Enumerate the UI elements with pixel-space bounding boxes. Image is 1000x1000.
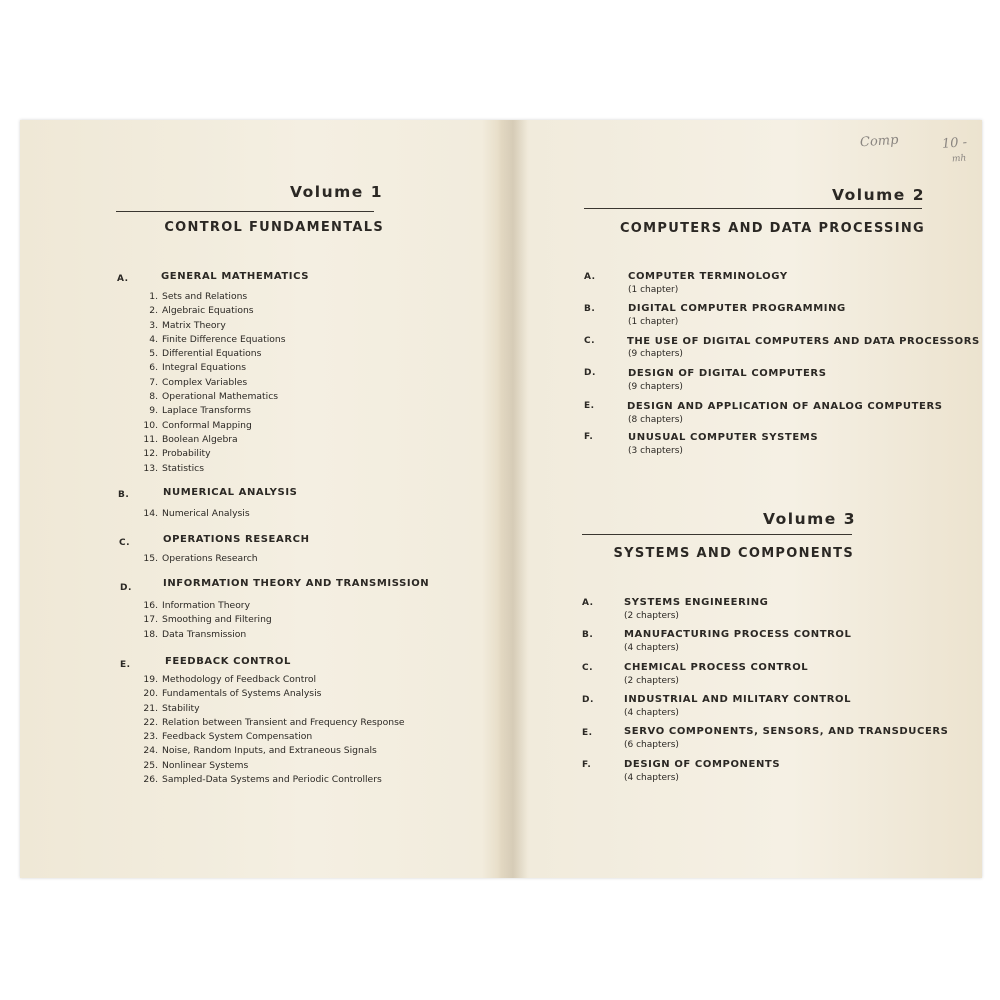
volume3-title: Volume 3 [763, 510, 856, 528]
v3-section-b-letter: B. [582, 630, 594, 640]
book-spine [498, 120, 528, 878]
v1-section-d-chapters [139, 599, 272, 642]
volume3-rule [582, 534, 852, 535]
open-book [20, 120, 982, 878]
v3-section-c-note: (2 chapters) [624, 676, 679, 686]
v1-section-c-heading: OPERATIONS RESEARCH [163, 534, 310, 545]
v3-section-f-note: (4 chapters) [624, 773, 679, 783]
v2-section-b-letter: B. [584, 304, 596, 314]
v3-section-a-letter: A. [582, 598, 594, 608]
chapter-item: 12. Probability [143, 448, 211, 460]
handwritten-note-comp: Comp [859, 132, 899, 151]
chapter-item: 3. Matrix Theory [149, 319, 226, 331]
v1-section-b-heading: NUMERICAL ANALYSIS [163, 487, 298, 498]
v1-section-b-letter: B. [118, 490, 130, 500]
v2-section-f-note: (3 chapters) [628, 446, 683, 456]
chapter-item: 19. Methodology of Feedback Control [143, 674, 317, 685]
chapter-item: 4. Finite Difference Equations [149, 333, 286, 345]
chapter-item: 16. Information Theory [143, 600, 251, 611]
chapter-item: 1. Sets and Relations [149, 291, 248, 302]
chapter-item: 5. Differential Equations [149, 348, 262, 360]
v3-section-e-heading: SERVO COMPONENTS, SENSORS, AND TRANSDUCERS [624, 726, 949, 737]
v1-section-e-letter: E. [120, 660, 131, 670]
v2-section-e-heading: DESIGN AND APPLICATION OF ANALOG COMPUTERS [627, 401, 943, 412]
chapter-item: 26. Sampled-Data Systems and Periodic Controllers [143, 774, 382, 786]
chapter-item: 10. Conformal Mapping [143, 419, 252, 431]
v3-section-d-heading: INDUSTRIAL AND MILITARY CONTROL [624, 694, 852, 705]
volume2-subtitle: COMPUTERS AND DATA PROCESSING [619, 221, 925, 236]
volume2-title: Volume 2 [832, 186, 925, 204]
v2-section-b-note: (1 chapter) [628, 317, 679, 327]
v1-section-d-letter: D. [120, 583, 132, 593]
chapter-item: 15. Operations Research [143, 553, 258, 564]
right-page [528, 120, 982, 878]
v3-section-e-note: (6 chapters) [624, 740, 679, 750]
v1-section-b-chapters [139, 507, 250, 521]
chapter-item: 6. Integral Equations [149, 362, 246, 374]
v3-section-a-note: (2 chapters) [624, 611, 679, 621]
chapter-item: 21. Stability [143, 702, 200, 714]
v3-section-e-letter: E. [582, 728, 593, 738]
v1-section-a-heading: GENERAL MATHEMATICS [161, 271, 310, 282]
chapter-item: 18. Data Transmission [143, 628, 247, 640]
handwritten-note-price: 10 - [941, 135, 968, 152]
v1-section-e-heading: FEEDBACK CONTROL [165, 656, 291, 667]
v2-section-c-note: (9 chapters) [628, 349, 683, 359]
handwritten-note-initials: mh [951, 153, 967, 165]
v2-section-f-letter: F. [584, 432, 594, 442]
v1-section-a-letter: A. [117, 274, 129, 284]
volume2-rule [584, 208, 922, 209]
volume3-subtitle: SYSTEMS AND COMPONENTS [613, 546, 854, 561]
chapter-item: 8. Operational Mathematics [149, 391, 279, 403]
v2-section-a-note: (1 chapter) [628, 285, 679, 295]
v3-section-f-heading: DESIGN OF COMPONENTS [624, 759, 781, 770]
v3-section-b-note: (4 chapters) [624, 643, 679, 653]
v2-section-d-letter: D. [584, 368, 596, 378]
chapter-item: 13. Statistics [143, 462, 204, 474]
chapter-item: 17. Smoothing and Filtering [143, 614, 272, 626]
chapter-item: 20. Fundamentals of Systems Analysis [143, 688, 322, 700]
v1-section-d-heading: INFORMATION THEORY AND TRANSMISSION [163, 578, 430, 589]
volume1-subtitle: CONTROL FUNDAMENTALS [164, 220, 384, 235]
v1-section-e-chapters [139, 673, 405, 787]
v3-section-c-heading: CHEMICAL PROCESS CONTROL [624, 662, 809, 673]
v3-section-a-heading: SYSTEMS ENGINEERING [624, 597, 769, 608]
v3-section-c-letter: C. [582, 663, 594, 673]
v2-section-e-note: (8 chapters) [628, 415, 683, 425]
v3-section-d-letter: D. [582, 695, 594, 705]
v3-section-b-heading: MANUFACTURING PROCESS CONTROL [624, 629, 852, 640]
v3-section-d-note: (4 chapters) [624, 708, 679, 718]
v3-section-f-letter: F. [582, 760, 592, 770]
v1-section-a-chapters [139, 290, 285, 476]
v2-section-f-heading: UNUSUAL COMPUTER SYSTEMS [628, 432, 819, 443]
volume1-title: Volume 1 [290, 183, 383, 201]
chapter-item: 11. Boolean Algebra [143, 433, 238, 445]
v1-section-c-letter: C. [119, 538, 131, 548]
chapter-item: 22. Relation between Transient and Frequency Response [143, 716, 405, 728]
v2-section-d-heading: DESIGN OF DIGITAL COMPUTERS [628, 368, 827, 379]
v2-section-d-note: (9 chapters) [628, 382, 683, 392]
v2-section-c-heading: THE USE OF DIGITAL COMPUTERS AND DATA PROCESSORS [627, 336, 980, 347]
v2-section-e-letter: E. [584, 401, 595, 411]
chapter-item: 2. Algebraic Equations [149, 305, 254, 317]
volume1-rule [116, 211, 374, 212]
v2-section-a-heading: COMPUTER TERMINOLOGY [628, 271, 788, 282]
left-page [20, 120, 498, 878]
v2-section-c-letter: C. [584, 336, 596, 346]
v2-section-a-letter: A. [584, 272, 596, 282]
chapter-item: 14. Numerical Analysis [143, 508, 250, 519]
chapter-item: 7. Complex Variables [149, 376, 248, 388]
v1-section-c-chapters [139, 552, 258, 566]
chapter-item: 25. Nonlinear Systems [143, 759, 249, 771]
v2-section-b-heading: DIGITAL COMPUTER PROGRAMMING [628, 303, 846, 314]
chapter-item: 23. Feedback System Compensation [143, 731, 313, 743]
chapter-item: 9. Laplace Transforms [149, 405, 251, 417]
chapter-item: 24. Noise, Random Inputs, and Extraneous Signals [143, 745, 377, 757]
